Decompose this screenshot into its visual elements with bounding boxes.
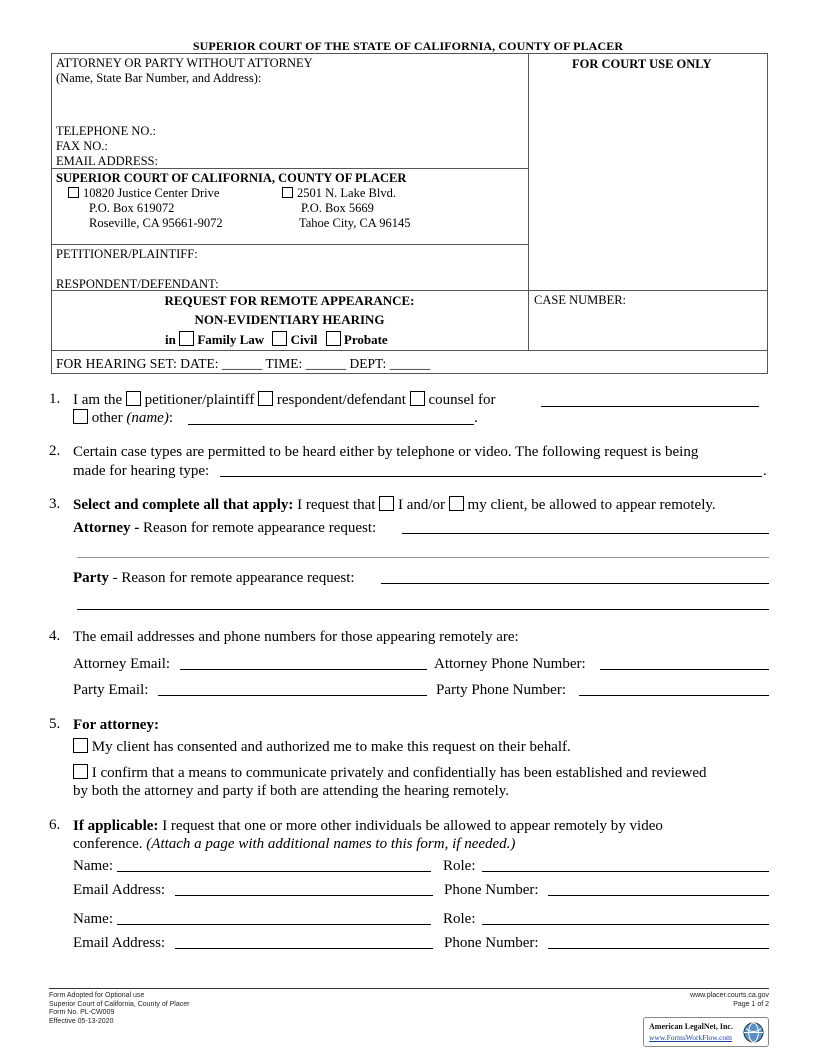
checkbox[interactable] xyxy=(282,187,293,198)
form-title-1: REQUEST FOR REMOTE APPEARANCE: xyxy=(164,293,415,308)
email-address-line[interactable] xyxy=(175,948,433,949)
name-label: Name: xyxy=(73,911,113,927)
checkbox-other[interactable] xyxy=(73,409,88,424)
item-number: 5. xyxy=(49,716,61,732)
role-line[interactable] xyxy=(482,871,769,872)
checkbox-respondent[interactable] xyxy=(258,391,273,406)
item-number: 3. xyxy=(49,496,61,512)
respondent-label[interactable]: RESPONDENT/DEFENDANT: xyxy=(56,277,219,291)
phone-number-line[interactable] xyxy=(548,895,769,896)
location1-line3: Roseville, CA 95661-9072 xyxy=(89,216,223,230)
caption-divider xyxy=(528,53,529,350)
counsel-for-line[interactable] xyxy=(541,406,759,407)
location1-line1[interactable]: 10820 Justice Center Drive xyxy=(68,186,219,201)
location2-line3: Tahoe City, CA 96145 xyxy=(299,216,411,230)
attorney-reason-line-2[interactable] xyxy=(77,557,769,558)
item5-heading: For attorney: xyxy=(73,717,159,733)
attorney-email-label: Attorney Email: xyxy=(73,656,171,672)
logo-name: American LegalNet, Inc. xyxy=(649,1022,733,1031)
attorney-phone-line[interactable] xyxy=(600,669,769,670)
checkbox-i[interactable] xyxy=(379,496,394,511)
petitioner-label[interactable]: PETITIONER/PLAINTIFF: xyxy=(56,247,198,261)
name-label: Name: xyxy=(73,858,113,874)
role-line[interactable] xyxy=(482,924,769,925)
checkbox-consent[interactable] xyxy=(73,738,88,753)
globe-icon xyxy=(742,1021,765,1044)
hearing-set-line[interactable]: FOR HEARING SET: DATE: ______ TIME: ______ DEPT: ______ xyxy=(56,356,431,371)
checkbox[interactable] xyxy=(68,187,79,198)
divider xyxy=(51,244,528,245)
other-name-line[interactable] xyxy=(188,424,474,425)
footer-left: Form Adopted for Optional use Superior Court of California, County of Placer Form No. PL-CW009 Effective 05-13-2020 xyxy=(49,992,190,1025)
footer-right: www.placer.courts.ca.gov Page 1 of 2 xyxy=(690,992,769,1008)
item-number: 2. xyxy=(49,443,61,459)
court-url-link[interactable]: www.placer.courts.ca.gov xyxy=(690,992,769,999)
fax-label[interactable]: FAX NO.: xyxy=(56,139,108,153)
checkbox-family-law[interactable] xyxy=(179,331,194,346)
item4-text: The email addresses and phone numbers for those appearing remotely are: xyxy=(73,629,519,645)
checkbox-counsel[interactable] xyxy=(410,391,425,406)
item5-consent: My client has consented and authorized me to make this request on their behalf. xyxy=(73,738,571,756)
period: . xyxy=(763,463,767,479)
hearing-type-line[interactable] xyxy=(220,476,762,477)
attorney-label: ATTORNEY OR PARTY WITHOUT ATTORNEY xyxy=(56,56,313,70)
item5-confirm-2: by both the attorney and party if both are attending the hearing remotely. xyxy=(73,783,509,799)
footer-rule xyxy=(49,988,769,989)
location2-line2: P.O. Box 5669 xyxy=(301,201,374,215)
location2-line1[interactable]: 2501 N. Lake Blvd. xyxy=(282,186,396,201)
role-label: Role: xyxy=(443,911,476,927)
checkbox-petitioner[interactable] xyxy=(126,391,141,406)
party-email-label: Party Email: xyxy=(73,682,149,698)
item1-row2: other (name): xyxy=(73,409,173,427)
party-reason-line[interactable] xyxy=(381,583,769,584)
party-email-line[interactable] xyxy=(158,695,427,696)
role-label: Role: xyxy=(443,858,476,874)
item-number: 6. xyxy=(49,817,61,833)
item2-line2: made for hearing type: xyxy=(73,463,210,479)
item6-line1: If applicable: I request that one or more other individuals be allowed to appear remotely by video xyxy=(73,818,663,834)
court-use-only: FOR COURT USE ONLY xyxy=(572,57,712,71)
attorney-reason-line[interactable] xyxy=(402,533,769,534)
item-number: 4. xyxy=(49,628,61,644)
item1-row1: I am the petitioner/plaintiff respondent/defendant counsel for xyxy=(73,392,496,408)
email-address-line[interactable] xyxy=(175,895,433,896)
item6-line2: conference. (Attach a page with additional names to this form, if needed.) xyxy=(73,836,516,852)
telephone-label[interactable]: TELEPHONE NO.: xyxy=(56,124,156,138)
item2-line1: Certain case types are permitted to be heard either by telephone or video. The following request is being xyxy=(73,444,699,460)
name-line[interactable] xyxy=(117,871,431,872)
email-address-label: Email Address: xyxy=(73,882,166,898)
case-type-row: in Family Law Civil Probate xyxy=(165,332,388,347)
phone-number-label: Phone Number: xyxy=(444,935,539,951)
checkbox-my-client[interactable] xyxy=(449,496,464,511)
period: . xyxy=(474,410,478,426)
email-label[interactable]: EMAIL ADDRESS: xyxy=(56,154,158,168)
party-reason-line-2[interactable] xyxy=(77,609,769,610)
item5-confirm: I confirm that a means to communicate privately and confidentially has been established and reviewed xyxy=(73,764,707,782)
attorney-sub: (Name, State Bar Number, and Address): xyxy=(56,71,262,85)
attorney-email-line[interactable] xyxy=(180,669,427,670)
item3-attorney: Attorney - Reason for remote appearance request: xyxy=(73,520,377,536)
attorney-phone-label: Attorney Phone Number: xyxy=(434,656,586,672)
party-phone-label: Party Phone Number: xyxy=(436,682,566,698)
legalnet-logo[interactable] xyxy=(643,1017,769,1047)
form-title-2: NON-EVIDENTIARY HEARING xyxy=(194,312,385,327)
name-line[interactable] xyxy=(117,924,431,925)
court-name: SUPERIOR COURT OF CALIFORNIA, COUNTY OF PLACER xyxy=(56,171,407,185)
logo-url[interactable]: www.FormsWorkFlow.com xyxy=(649,1033,733,1042)
item3-row1: Select and complete all that apply: I request that I and/or my client, be allowed to appear remotely. xyxy=(73,497,716,513)
phone-number-line[interactable] xyxy=(548,948,769,949)
email-address-label: Email Address: xyxy=(73,935,166,951)
item-number: 1. xyxy=(49,391,61,407)
divider xyxy=(51,350,768,351)
checkbox-probate[interactable] xyxy=(326,331,341,346)
item3-party: Party - Reason for remote appearance request: xyxy=(73,570,355,586)
checkbox-civil[interactable] xyxy=(272,331,287,346)
court-title: SUPERIOR COURT OF THE STATE OF CALIFORNIA, COUNTY OF PLACER xyxy=(192,39,624,53)
case-number-label[interactable]: CASE NUMBER: xyxy=(534,293,627,307)
party-phone-line[interactable] xyxy=(579,695,769,696)
phone-number-label: Phone Number: xyxy=(444,882,539,898)
location1-line2: P.O. Box 619072 xyxy=(89,201,175,215)
checkbox-confirm[interactable] xyxy=(73,764,88,779)
